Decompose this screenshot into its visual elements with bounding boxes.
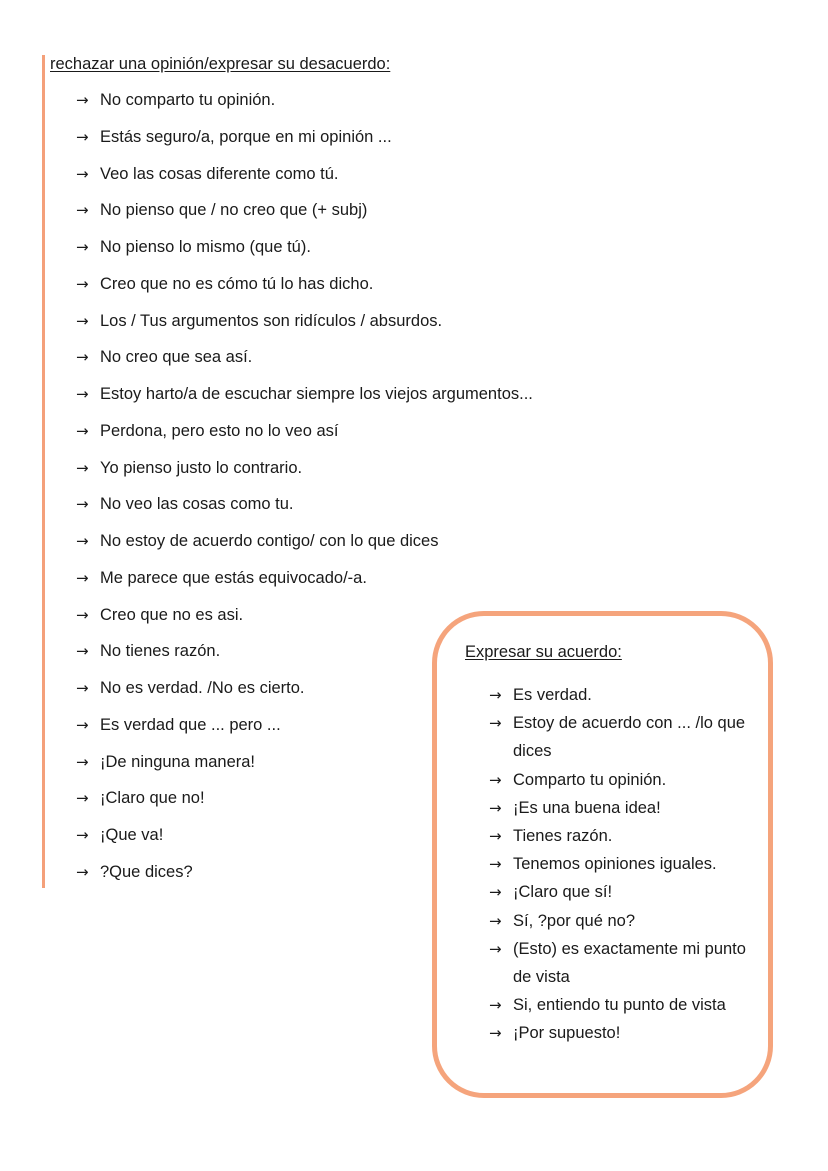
arrow-right-icon: →: [76, 752, 89, 771]
arrow-right-icon: →: [76, 642, 89, 661]
phrase-text: (Esto) es exactamente mi punto de vista: [513, 939, 746, 987]
phrase-text: Los / Tus argumentos son ridículos / absurdos.: [100, 311, 443, 330]
agree-section: [465, 640, 754, 1048]
list-item: [76, 455, 610, 492]
phrase-text: No tienes razón.: [100, 642, 221, 661]
arrow-right-icon: →: [76, 495, 89, 514]
phrase-text: ¡Que va!: [100, 826, 164, 844]
phrase-text: Si, entiendo tu punto de vista: [513, 996, 726, 1015]
arrow-right-icon: →: [489, 883, 502, 902]
phrase-text: ¡Claro que no!: [100, 789, 205, 808]
arrow-right-icon: →: [76, 605, 89, 624]
arrow-right-icon: →: [76, 385, 89, 403]
phrase-text: No veo las cosas como tu.: [100, 495, 294, 514]
arrow-right-icon: →: [76, 91, 89, 109]
arrow-right-icon: →: [76, 568, 89, 587]
phrase-text: Creo que no es cómo tú lo has dicho.: [100, 274, 374, 293]
phrase-text: ¡De ninguna manera!: [100, 752, 256, 771]
arrow-right-icon: →: [489, 1024, 502, 1043]
arrow-right-icon: →: [76, 311, 89, 330]
arrow-right-icon: →: [76, 127, 89, 146]
list-item: [76, 565, 610, 602]
phrase-text: Es verdad.: [513, 686, 592, 704]
phrase-text: ?Que dices?: [100, 862, 193, 881]
list-item: [76, 491, 610, 528]
list-item: [76, 344, 610, 381]
phrase-text: Veo las cosas diferente como tú.: [100, 164, 339, 183]
list-item: [76, 271, 610, 308]
section-accent-bar: [42, 55, 45, 888]
phrase-text: No es verdad. /No es cierto.: [100, 679, 305, 697]
arrow-right-icon: →: [76, 274, 89, 293]
arrow-right-icon: →: [76, 348, 89, 367]
arrow-right-icon: →: [489, 996, 502, 1015]
list-item: [489, 794, 754, 822]
list-item: [489, 709, 754, 765]
arrow-right-icon: →: [489, 855, 502, 874]
list-item: [76, 308, 610, 345]
list-item: [489, 681, 754, 709]
phrase-text: Perdona, pero esto no lo veo así: [100, 421, 339, 440]
list-item: [76, 124, 610, 161]
list-item: [76, 418, 610, 455]
phrase-text: ¡Es una buena idea!: [513, 798, 661, 817]
arrow-right-icon: →: [76, 164, 89, 183]
arrow-right-icon: →: [76, 826, 89, 844]
phrase-text: ¡Por supuesto!: [513, 1024, 621, 1043]
agree-list: [465, 681, 754, 1048]
list-item: [489, 991, 754, 1019]
phrase-text: No estoy de acuerdo contigo/ con lo que dices: [100, 532, 439, 550]
arrow-right-icon: →: [489, 798, 502, 817]
phrase-text: Yo pienso justo lo contrario.: [100, 458, 303, 477]
list-item: [76, 161, 610, 198]
arrow-right-icon: →: [489, 827, 502, 846]
phrase-text: Estoy harto/a de escuchar siempre los viejos argumentos...: [100, 385, 533, 403]
phrase-text: Tenemos opiniones iguales.: [513, 855, 717, 874]
arrow-right-icon: →: [489, 714, 502, 733]
arrow-right-icon: →: [76, 715, 89, 734]
phrase-text: No creo que sea así.: [100, 348, 253, 367]
phrase-text: Creo que no es asi.: [100, 605, 244, 624]
phrase-text: Estoy de acuerdo con ... /lo que dices: [513, 714, 746, 761]
phrase-text: Me parece que estás equivocado/-a.: [100, 568, 367, 587]
arrow-right-icon: →: [76, 421, 89, 440]
list-item: [489, 878, 754, 906]
arrow-right-icon: →: [76, 679, 89, 697]
arrow-right-icon: →: [76, 458, 89, 477]
phrase-text: Estás seguro/a, porque en mi opinión ...: [100, 127, 392, 146]
arrow-right-icon: →: [76, 201, 89, 220]
list-item: [489, 1019, 754, 1047]
agree-box: [432, 611, 773, 1098]
phrase-text: Tienes razón.: [513, 827, 613, 846]
arrow-right-icon: →: [76, 862, 89, 881]
phrase-text: No pienso que / no creo que (+ subj): [100, 201, 368, 220]
arrow-right-icon: →: [76, 238, 89, 256]
arrow-right-icon: →: [76, 532, 89, 550]
disagree-heading: rechazar una opinión/expresar su desacuerdo:: [50, 55, 391, 73]
arrow-right-icon: →: [489, 770, 502, 789]
list-item: [76, 87, 610, 124]
list-item: [489, 822, 754, 850]
list-item: [76, 197, 610, 234]
phrase-text: Es verdad que ... pero ...: [100, 715, 281, 734]
arrow-right-icon: →: [489, 911, 502, 930]
arrow-right-icon: →: [489, 686, 502, 704]
agree-heading: Expresar su acuerdo:: [465, 643, 622, 661]
list-item: [489, 907, 754, 935]
phrase-text: Comparto tu opinión.: [513, 770, 667, 789]
phrase-text: No pienso lo mismo (que tú).: [100, 238, 311, 256]
list-item: [76, 528, 610, 565]
list-item: [76, 234, 610, 271]
list-item: [76, 381, 610, 418]
phrase-text: No comparto tu opinión.: [100, 91, 276, 109]
list-item: [489, 850, 754, 878]
list-item: [489, 766, 754, 794]
phrase-text: Sí, ?por qué no?: [513, 911, 636, 930]
phrase-text: ¡Claro que sí!: [513, 883, 613, 902]
arrow-right-icon: →: [76, 789, 89, 808]
list-item: [489, 935, 754, 991]
arrow-right-icon: →: [489, 939, 502, 958]
